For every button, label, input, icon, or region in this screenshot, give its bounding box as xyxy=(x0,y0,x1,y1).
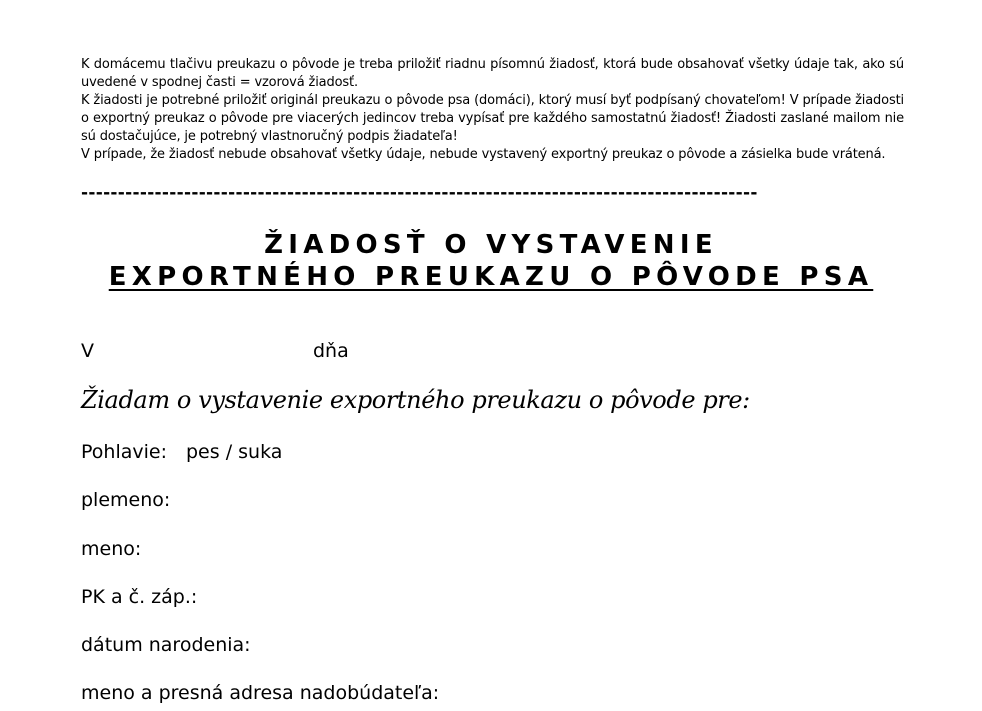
instructions-paragraph-2: K žiadosti je potrebné priložiť originál preukazu o pôvode psa (domáci), ktorý musí byť podpísaný chovateľom! V prípade žiadosti o exportný preukaz o pôvode pre viacerých jedincov treba vypísať pre každého samostatnú žiadosť! Žiadosti zaslané mailom nie sú dostačujúce, je potrebný vlastnoručný podpis žiadateľa! xyxy=(81,93,904,144)
registry-number-label: PK a č. záp.: xyxy=(81,586,198,608)
birth-date-label: dátum narodenia: xyxy=(81,634,251,656)
document-title-line-2: EXPORTNÉHO PREUKAZU O PÔVODE PSA xyxy=(108,262,874,292)
place-label: V xyxy=(81,340,94,362)
gender-options: pes / suka xyxy=(186,441,283,463)
instructions-paragraph-1: K domácemu tlačivu preukazu o pôvode je treba priložiť riadnu písomnú žiadosť, ktorá bude obsahovať všetky údaje tak, ako sú uvedené v spodnej časti = vzorová žiadosť. xyxy=(81,57,904,90)
acquirer-address-label: meno a presná adresa nadobúdateľa: xyxy=(81,682,440,704)
document-title-line-1: ŽIADOSŤ O VYSTAVENIE xyxy=(264,230,718,260)
gender-label: Pohlavie: xyxy=(81,441,167,463)
date-label: dňa xyxy=(313,340,349,362)
place-date-row xyxy=(81,340,349,362)
request-statement: Žiadam o vystavenie exportného preukazu o pôvode pre: xyxy=(81,386,750,414)
dashed-separator: -------------------------------------------------------------------------------------------- xyxy=(81,183,758,203)
gender-row xyxy=(81,441,283,463)
dog-name-label: meno: xyxy=(81,538,142,560)
breed-label: plemeno: xyxy=(81,489,171,511)
instructions-text xyxy=(81,56,904,164)
instructions-paragraph-3: V prípade, že žiadosť nebude obsahovať všetky údaje, nebude vystavený exportný preukaz o pôvode a zásielka bude vrátená. xyxy=(81,147,886,162)
